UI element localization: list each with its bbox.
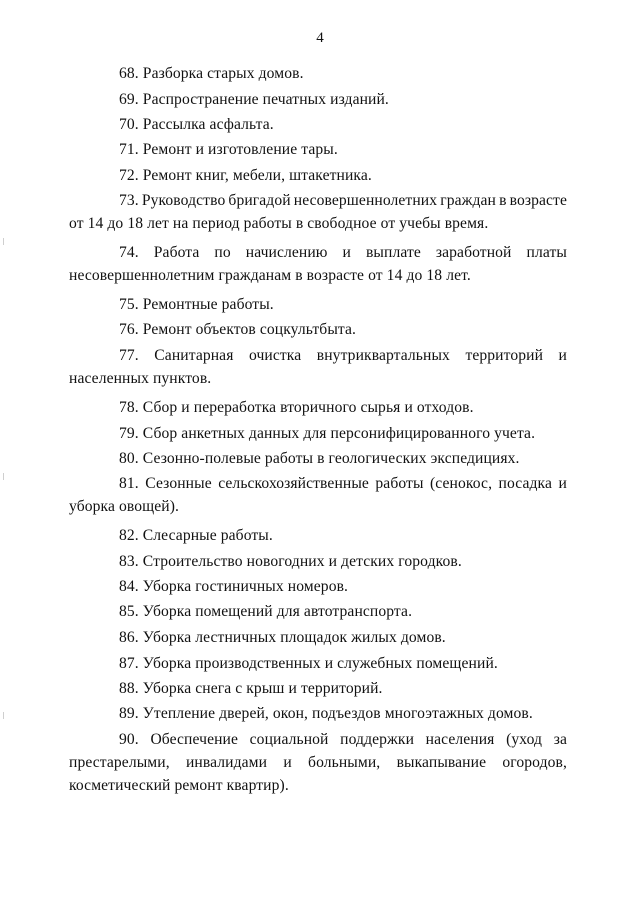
list-item-line: 74. Работа по начислению и выплате заработной платы (119, 244, 567, 261)
list-item-line: 83. Строительство новогодних и детских городков. (119, 553, 462, 570)
list-item (69, 447, 567, 470)
list-item (69, 652, 567, 675)
list-item-line: 76. Ремонт объектов соцкультбыта. (119, 321, 357, 338)
list-item (69, 138, 567, 161)
list-item (69, 88, 567, 111)
list-item-line: 80. Сезонно-полевые работы в геологических экспедициях. (119, 450, 520, 467)
list-item-line: 69. Распространение печатных изданий. (119, 91, 389, 108)
list-item (69, 422, 567, 445)
list-item (69, 600, 567, 623)
list-item-line: 84. Уборка гостиничных номеров. (119, 578, 349, 595)
list-item (69, 344, 567, 390)
list-item (69, 702, 567, 725)
list-item-line: 70. Рассылка асфальта. (119, 116, 274, 133)
list-item (69, 113, 567, 136)
list-item (69, 318, 567, 341)
list-item-line: 78. Сбор и переработка вторичного сырья и отходов. (119, 399, 474, 416)
list-item-line: 85. Уборка помещений для автотранспорта. (119, 603, 413, 620)
list-item-line: 90. Обеспечение социальной поддержки населения (уход за (119, 731, 567, 748)
list-item-line: престарелыми, инвалидами и больными, выкапывание огородов, (69, 754, 567, 771)
list-item-line: 77. Санитарная очистка внутриквартальных территорий и (119, 347, 567, 364)
list-item-line: населенных пунктов. (69, 370, 212, 387)
list-item-line: уборка овощей). (69, 498, 179, 515)
list-item-line: несовершеннолетним гражданам в возрасте от 14 до 18 лет. (69, 267, 471, 284)
list-item (69, 524, 567, 547)
scan-artifact (3, 238, 4, 245)
list-item-line: 81. Сезонные сельскохозяйственные работы (сенокос, посадка и (119, 475, 567, 492)
list-item (69, 575, 567, 598)
list-item (69, 728, 567, 797)
list-item-line: 86. Уборка лестничных площадок жилых домов. (119, 629, 446, 646)
list-item (69, 677, 567, 700)
list-item (69, 626, 567, 649)
page-number: 4 (316, 30, 324, 46)
list-item (69, 241, 567, 287)
list-item-line: от 14 до 18 лет на период работы в свободное от учебы время. (69, 215, 489, 232)
list-item-line: 71. Ремонт и изготовление тары. (119, 141, 338, 158)
scan-artifact (3, 473, 4, 480)
list-item-line: косметический ремонт квартир). (69, 777, 289, 794)
list-item-line: 75. Ремонтные работы. (119, 296, 274, 313)
list-item-line: 88. Уборка снега с крыш и территорий. (119, 680, 383, 697)
list-item (69, 293, 567, 316)
list-item (69, 472, 567, 518)
scan-artifact (3, 712, 4, 719)
list-item-line: 87. Уборка производственных и служебных помещений. (119, 655, 498, 672)
list-item (69, 550, 567, 573)
list-item (69, 189, 567, 235)
list-item-line: 72. Ремонт книг, мебели, штакетника. (119, 167, 372, 184)
list-item-line: 68. Разборка старых домов. (119, 65, 304, 82)
list-item-line: 89. Утепление дверей, окон, подъездов многоэтажных домов. (119, 705, 533, 722)
list-item-line: 82. Слесарные работы. (119, 527, 273, 544)
list-item (69, 396, 567, 419)
list-item-line: 79. Сбор анкетных данных для персонифицированного учета. (119, 425, 536, 442)
list-item (69, 62, 567, 85)
list-item (69, 164, 567, 187)
list-item-line: 73. Руководство бригадой несовершеннолетних граждан в возрасте (119, 192, 567, 209)
